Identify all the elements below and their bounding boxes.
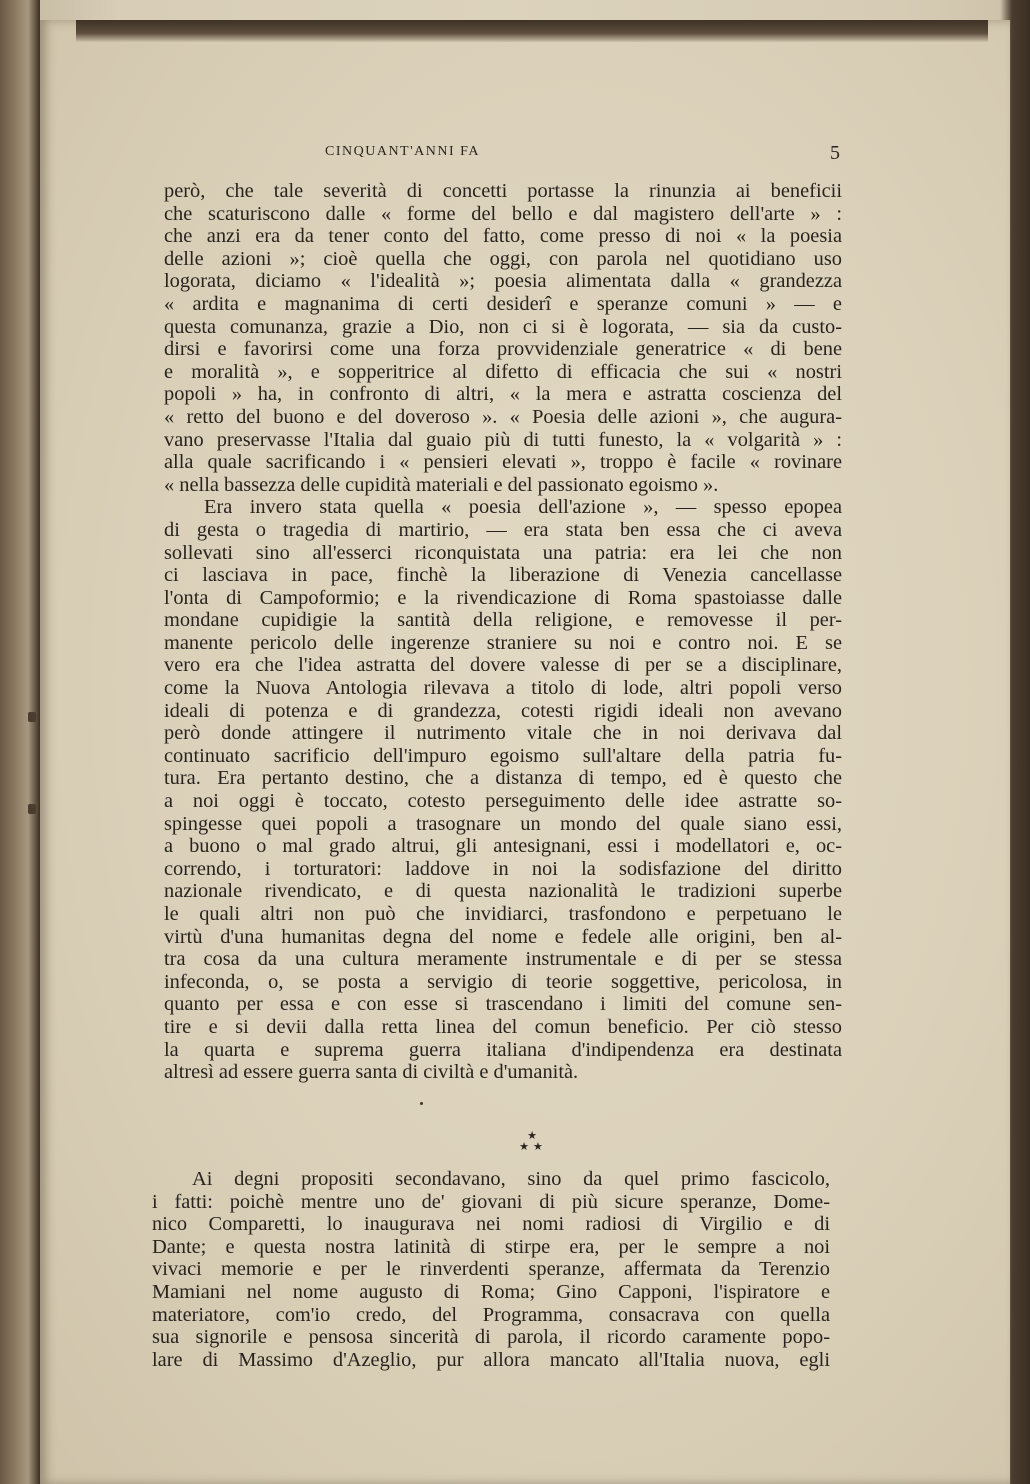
text-line: Era invero stata quella « poesia dell'azione », — spesso epopea: [204, 496, 842, 519]
text-line: Dante; e questa nostra latinità di stirpe era, per le sempre a noi: [152, 1235, 830, 1258]
text-line: infeconda, o, se posta a servigio di teorie soggettive, pericolosa, in: [164, 970, 842, 993]
text-line: ideali di potenza e di grandezza, cotesti rigidi ideali non avevano: [164, 699, 842, 722]
text-line: le quali altri non può che invidiarci, trasfondono e perpetuano le: [164, 903, 842, 925]
paragraph-3: [152, 1168, 830, 1371]
text-line: sollevati sino all'esserci riconquistata una patria: era lei che non: [164, 541, 842, 564]
text-line: a noi oggi è toccato, cotesto perseguimento delle idee astratte so-: [164, 790, 842, 813]
text-line: correndo, i torturatori: laddove in noi la sodisfazione del diritto: [164, 857, 842, 880]
star-icon: ★★: [519, 1140, 547, 1153]
paper-speck: [420, 1102, 423, 1105]
text-line: Mamiani nel nome augusto di Roma; Gino Capponi, l'ispiratore e: [152, 1280, 830, 1303]
text-line: però, che tale severità di concetti portasse la rinunzia ai beneficii: [164, 180, 842, 202]
page-number: 5: [830, 142, 840, 164]
left-page-edge: [0, 0, 40, 1484]
text-line: a buono o mal grado altrui, gli antesignani, essi i modellatori e, oc-: [164, 835, 842, 858]
text-line: però donde attingere il nutrimento vitale che in noi derivava dal: [164, 722, 842, 745]
text-line: mondane cupidigie la santità della religione, e removesse il per-: [164, 609, 842, 632]
text-line: alla quale sacrificando i « pensieri elevati », troppo è facile « rovinare: [164, 451, 842, 474]
text-line: che anzi era da tener conto del fatto, come presso di noi « la poesia: [164, 225, 842, 248]
text-line: vero era che l'idea astratta del dovere valesse di per se a disciplinare,: [164, 654, 842, 677]
text-line: virtù d'una humanitas degna del nome e fedele alle origini, ben al-: [164, 925, 842, 948]
text-line: delle azioni »; cioè quella che oggi, con parola nel quotidiano uso: [164, 247, 842, 270]
page-top-edge: [76, 20, 988, 42]
text-line: lare di Massimo d'Azeglio, pur allora mancato all'Italia nuova, egli: [152, 1348, 830, 1371]
running-title: CINQUANT'ANNI FA: [325, 144, 480, 159]
text-line: continuato sacrificio dell'impuro egoismo sull'altare della patria fu-: [164, 744, 842, 767]
text-line: la quarta e suprema guerra italiana d'indipendenza era destinata: [164, 1038, 842, 1061]
text-line: materiatore, com'io credo, del Programma, consacrava con quella: [152, 1303, 830, 1326]
text-line: altresì ad essere guerra santa di civiltà e d'umanità.: [164, 1061, 579, 1084]
text-line: « retto del buono e del doveroso ». « Poesia delle azioni », che augura-: [164, 405, 842, 428]
text-line: nico Comparetti, lo inaugurava nei nomi radiosi di Virgilio e di: [152, 1213, 830, 1236]
text-line: logorata, diciamo « l'idealità »; poesia alimentata dalla « grandezza: [164, 270, 842, 293]
book-page: [40, 20, 1010, 1484]
text-line: ci lasciava in pace, finchè la liberazione di Venezia cancellasse: [164, 564, 842, 587]
text-line: questa comunanza, grazie a Dio, non ci si è logorata, — sia da custo-: [164, 315, 842, 338]
text-line: tire e si devii dalla retta linea del comun beneficio. Per ciò stesso: [164, 1015, 842, 1038]
text-line: quanto per essa e con esse si trascendano i limiti del comune sen-: [164, 993, 842, 1016]
paragraph-1: [164, 180, 842, 496]
text-line: l'onta di Campoformio; e la rivendicazione di Roma spastoiasse dalle: [164, 586, 842, 609]
text-line: Ai degni propositi secondavano, sino da quel primo fascicolo,: [192, 1168, 830, 1190]
text-line: sua signorile e pensosa sincerità di parola, il ricordo caramente popo-: [152, 1326, 830, 1349]
text-line: popoli » ha, in confronto di altri, « la mera e astratta coscienza del: [164, 383, 842, 406]
section-break-asterism: [40, 1130, 1010, 1152]
main-text-block: [164, 180, 842, 1084]
text-line: come la Nuova Antologia rilevava a titolo di lode, altri popoli verso: [164, 677, 842, 700]
text-line: dirsi e favorirsi come una forza provvidenziale generatrice « di bene: [164, 338, 842, 361]
text-line: che scaturiscono dalle « forme del bello e dal magistero dell'arte » :: [164, 202, 842, 225]
text-line: « nella bassezza delle cupidità materiali e del passionato egoismo ».: [164, 473, 719, 496]
text-line: di gesta o tragedia di martirio, — era stata ben essa che ci aveva: [164, 518, 842, 541]
text-line: manente pericolo delle ingerenze straniere su noi e contro noi. E se: [164, 631, 842, 654]
text-line: nazionale rivendicato, e di questa nazionalità le tradizioni superbe: [164, 880, 842, 903]
text-line: tra cosa da una cultura meramente instrumentale e di per se stessa: [164, 948, 842, 971]
text-line: spingesse quei popoli a trasognare un mondo del quale siano essi,: [164, 812, 842, 835]
binding-staple-mark: [28, 712, 36, 722]
paragraph-2: [164, 496, 842, 1083]
text-line: e moralità », e sopperitrice al difetto di efficacia che sui « nostri: [164, 360, 842, 383]
text-line: vano preservasse l'Italia dal guaio più di tutti funesto, la « volgarità » :: [164, 428, 842, 451]
text-line: i fatti: poichè mentre uno de' giovani di più sicure speranze, Dome-: [152, 1190, 830, 1213]
text-line: vivaci memorie e per le rinverdenti speranze, affermata da Terenzio: [152, 1258, 830, 1281]
text-line: « ardita e magnanima di certi desiderî e speranze comuni » — e: [164, 292, 842, 315]
text-line: tura. Era pertanto destino, che a distanza di tempo, ed è questo che: [164, 767, 842, 790]
binding-staple-mark: [28, 804, 36, 814]
star-icon: ★: [527, 1129, 537, 1142]
page-header: [40, 140, 1010, 170]
